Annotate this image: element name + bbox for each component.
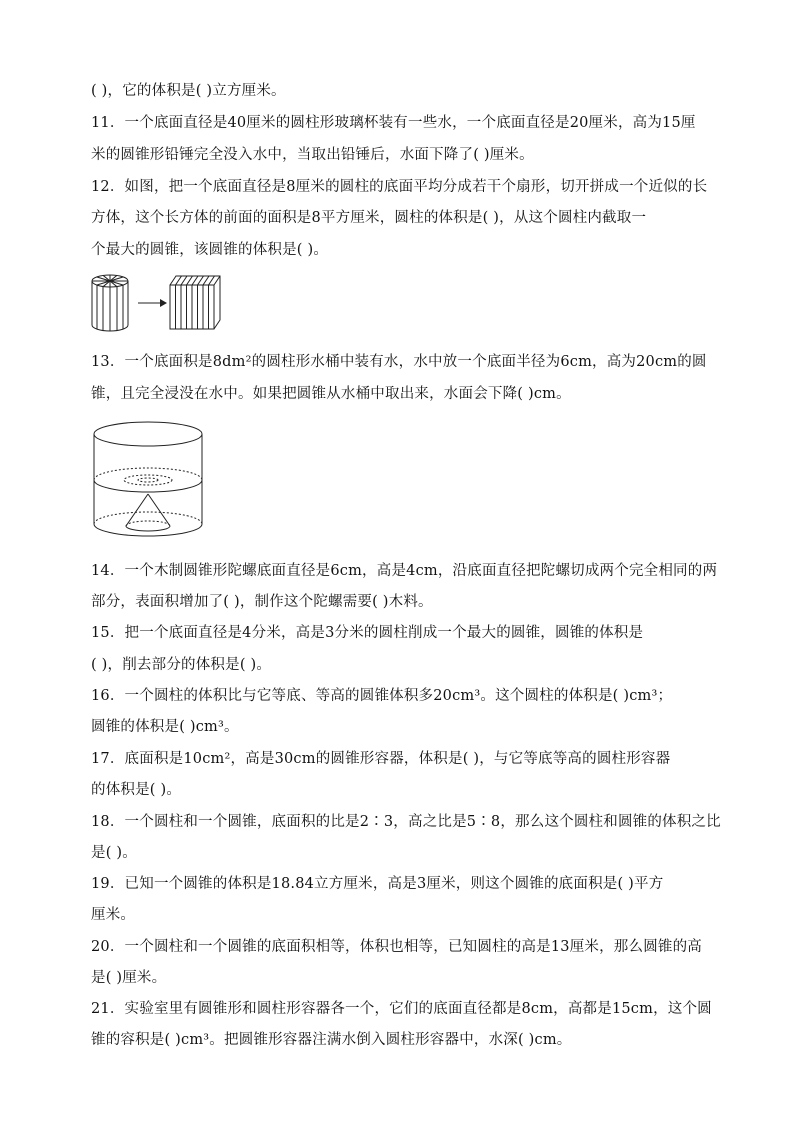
q11-line2: 米的圆锥形铅锤完全没入水中，当取出铅锤后，水面下降了( )厘米。 [91,147,534,163]
q16-line2: 圆锥的体积是( )cm³。 [91,719,239,735]
q11-line1: 11．一个底面直径是40厘米的圆柱形玻璃杯装有一些水，一个底面直径是20厘米，高为15厘 [91,115,696,131]
cylinder-to-cuboid-figure [90,272,230,334]
q17-line2: 的体积是( )。 [91,782,182,798]
bucket-with-cone-figure [92,420,208,538]
q13-line2: 锥，且完全浸没在水中。如果把圆锥从水桶中取出来，水面会下降( )cm。 [91,386,571,402]
q21-line1: 21．实验室里有圆锥形和圆柱形容器各一个，它们的底面直径都是8cm，高都是15cm，这个圆 [91,1001,712,1017]
q14-line2: 部分，表面积增加了( )，制作这个陀螺需要( )木料。 [91,594,433,610]
q18-line1: 18．一个圆柱和一个圆锥，底面积的比是2∶3，高之比是5∶8，那么这个圆柱和圆锥的体积之比 [91,814,721,830]
q15-line2: ( )，削去部分的体积是( )。 [91,657,272,673]
q21-line2: 锥的容积是( )cm³。把圆锥形容器注满水倒入圆柱形容器中，水深( )cm。 [91,1032,572,1048]
q17-line1: 17．底面积是10cm²，高是30cm的圆锥形容器，体积是( )，与它等底等高的圆柱形容器 [91,751,671,767]
q10-continuation: ( )，它的体积是( )立方厘米。 [91,83,286,99]
q20-line2: 是( )厘米。 [91,970,167,986]
q20-line1: 20．一个圆柱和一个圆锥的底面积相等，体积也相等，已知圆柱的高是13厘米，那么圆锥的高 [91,939,702,955]
q12-line3: 个最大的圆锥，该圆锥的体积是( )。 [91,242,329,258]
q13-line1: 13．一个底面积是8dm²的圆柱形水桶中装有水，水中放一个底面半径为6cm，高为20cm的圆 [91,354,707,370]
q15-line1: 15．把一个底面直径是4分米，高是3分米的圆柱削成一个最大的圆锥，圆锥的体积是 [91,625,644,641]
q16-line1: 16．一个圆柱的体积比与它等底、等高的圆锥体积多20cm³。这个圆柱的体积是( )cm³； [91,688,673,704]
q18-line2: 是( )。 [91,845,137,861]
q19-line1: 19．已知一个圆锥的体积是18.84立方厘米，高是3厘米，则这个圆锥的底面积是( )平方 [91,876,664,892]
q12-line1: 12．如图，把一个底面直径是8厘米的圆柱的底面平均分成若干个扇形，切开拼成一个近似的长 [91,179,708,195]
q12-line2: 方体，这个长方体的前面的面积是8平方厘米，圆柱的体积是( )，从这个圆柱内截取一 [91,210,647,226]
q19-line2: 厘米。 [91,907,136,923]
q14-line1: 14．一个木制圆锥形陀螺底面直径是6cm，高是4cm，沿底面直径把陀螺切成两个完全相同的两 [91,563,718,579]
